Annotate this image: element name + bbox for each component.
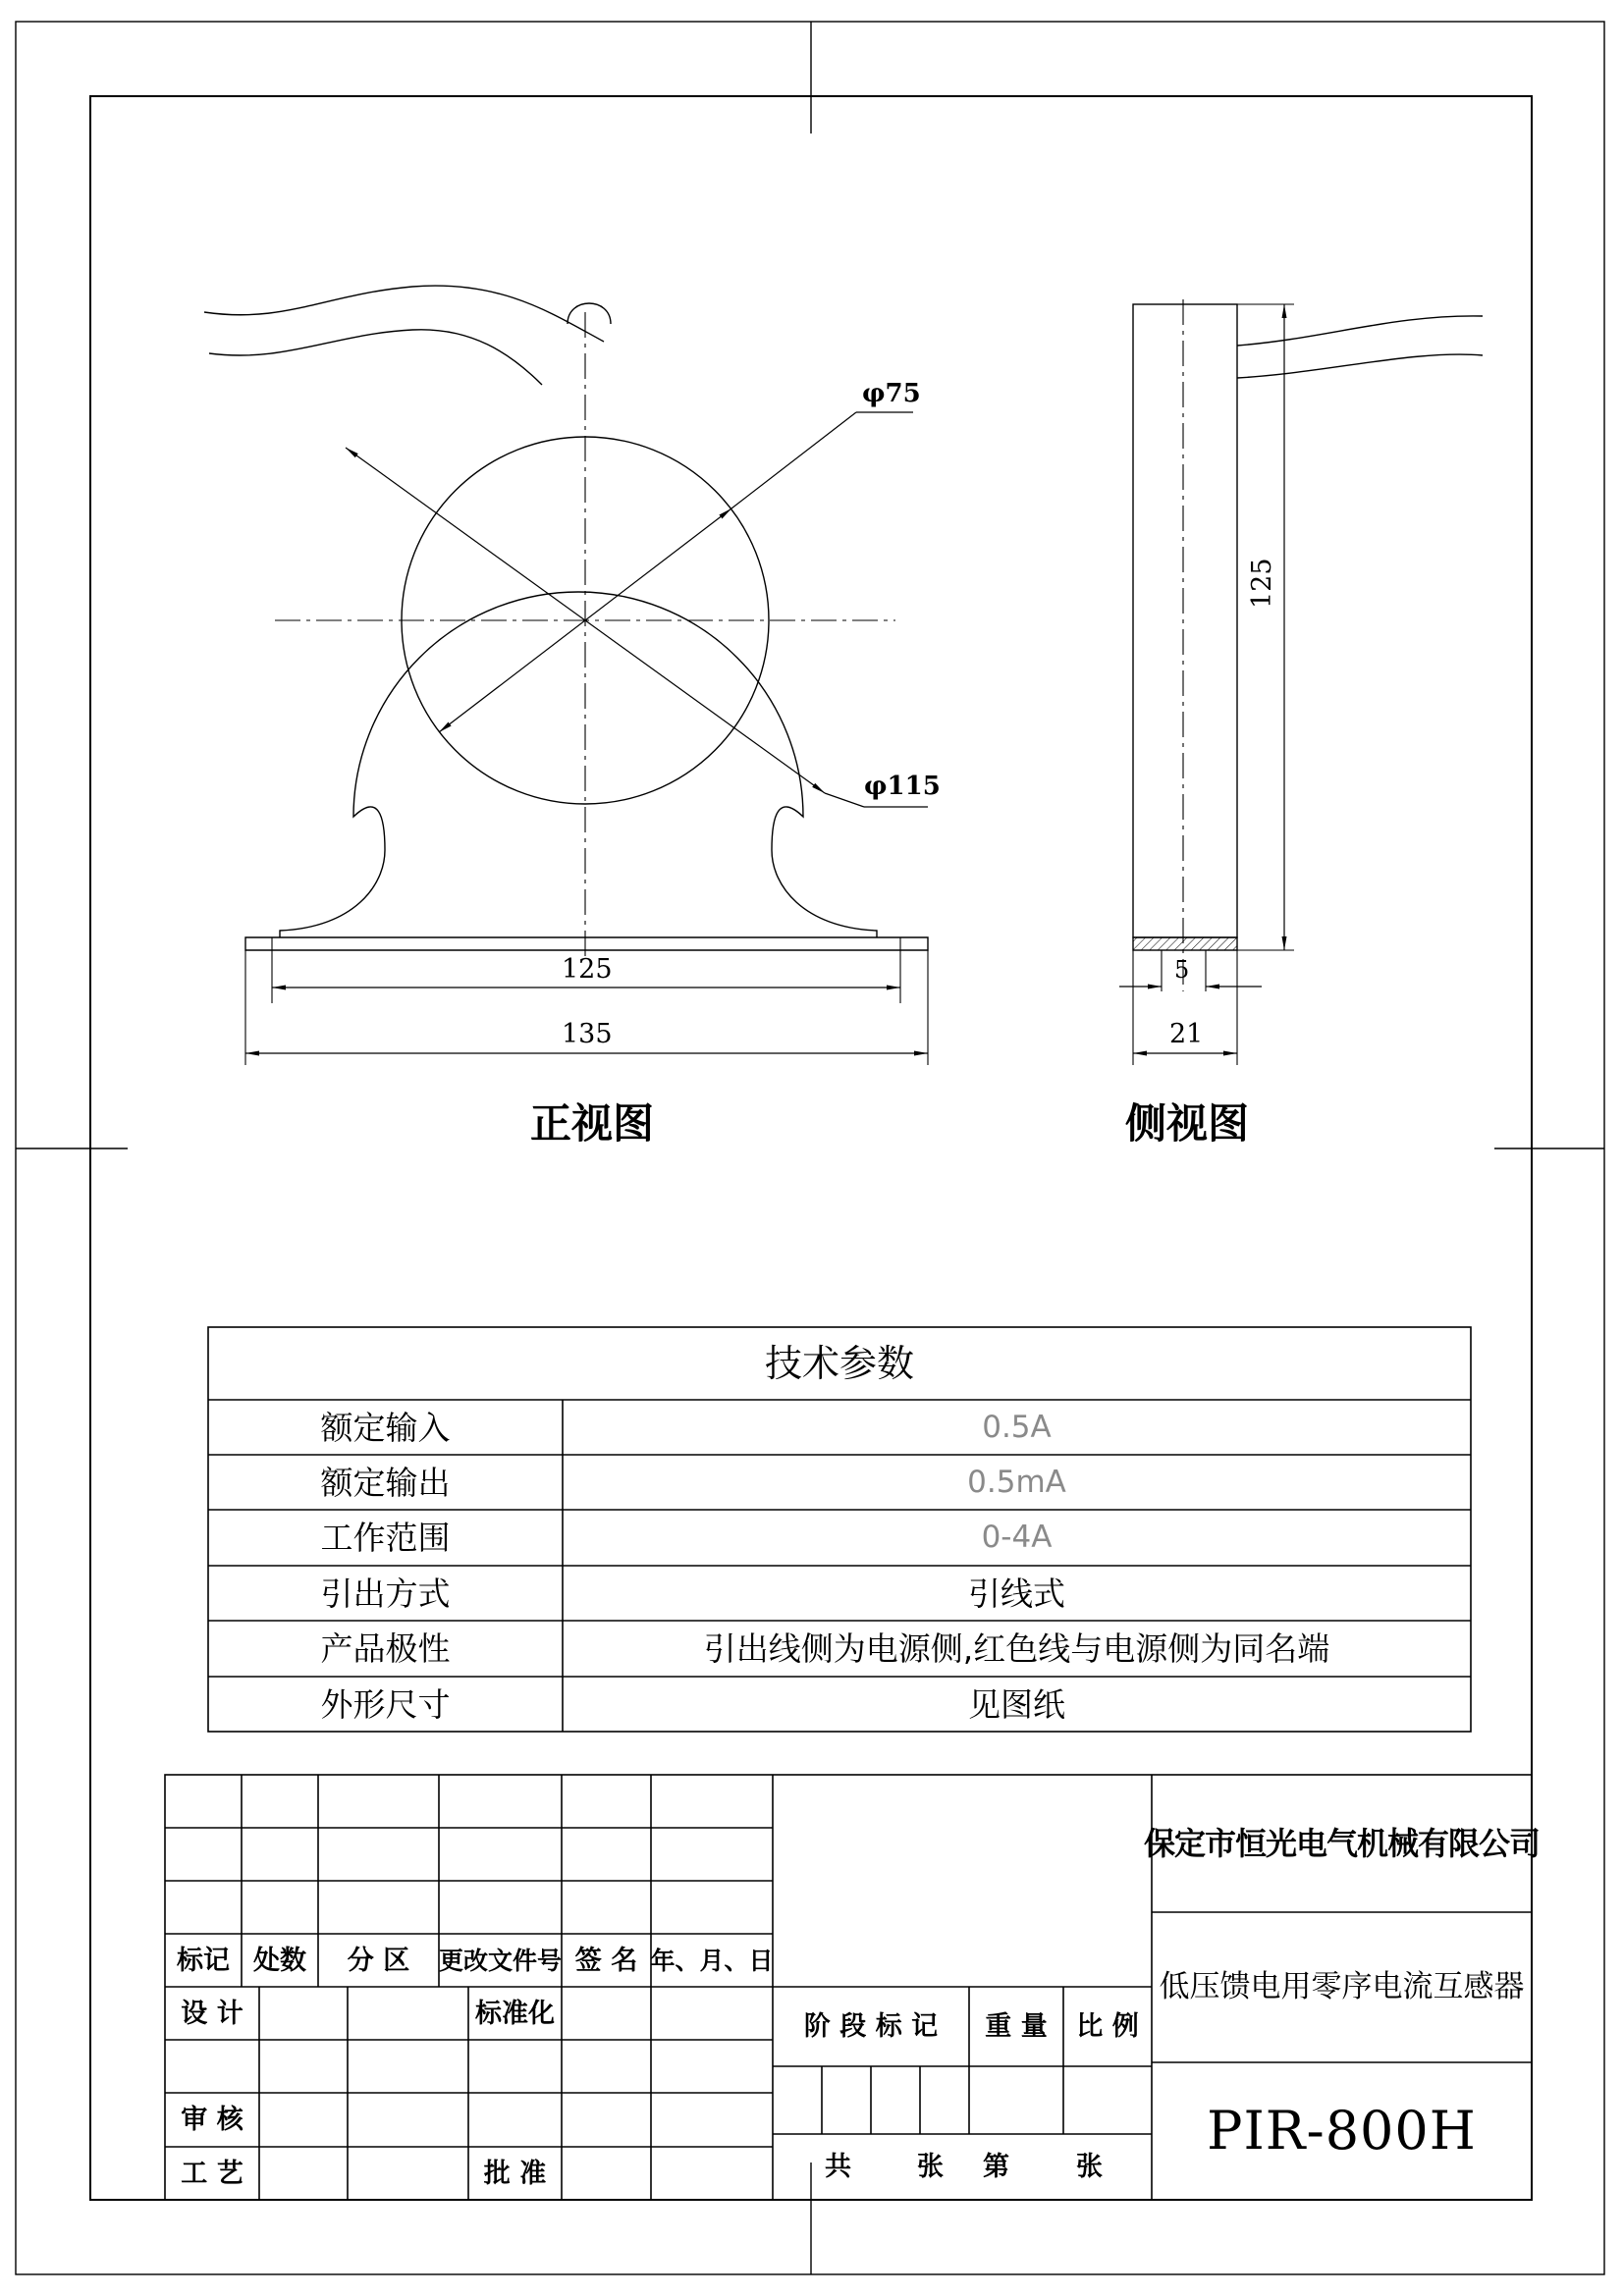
spec-row-label: 外形尺寸: [320, 1684, 451, 1724]
front-top-bump: [568, 303, 611, 324]
revision-header-change-doc: 更改文件号: [439, 1946, 563, 1975]
spec-row-label: 额定输入: [320, 1408, 451, 1447]
revision-header-mark: 标记: [177, 1945, 230, 1976]
revision-header-count: 处数: [253, 1945, 306, 1976]
dim-base-inner: 125: [562, 954, 613, 985]
spec-row-value: 引线式: [968, 1574, 1065, 1613]
weight-label: 重 量: [985, 2011, 1048, 2042]
spec-row-label: 引出方式: [320, 1574, 451, 1613]
sheet-end-label: 张: [1076, 2152, 1103, 2182]
dim-outer-diameter: φ115: [864, 772, 941, 801]
spec-row-value: 0.5A: [982, 1409, 1052, 1445]
front-base: [245, 937, 928, 950]
revision-header-date: 年、月、日: [650, 1946, 774, 1975]
side-base-hatch: [1133, 937, 1237, 950]
revision-header-zone: 分 区: [347, 1945, 410, 1976]
dim-base-outer: 135: [562, 1019, 613, 1049]
stage-mark-label: 阶 段 标 记: [803, 2011, 939, 2042]
spec-row-label: 产品极性: [320, 1629, 451, 1668]
sheet-number-label: 第: [983, 2152, 1009, 2182]
side-view: [1119, 299, 1483, 1065]
spec-table-title: 技术参数: [764, 1342, 914, 1385]
product-name: 低压馈电用零序电流互感器: [1159, 1969, 1525, 2004]
front-body-outline: [280, 592, 877, 937]
front-view: [204, 286, 928, 1065]
spec-row-label: 工作范围: [320, 1519, 451, 1557]
sheet-label: 张: [917, 2152, 944, 2182]
scale-label: 比 例: [1076, 2011, 1139, 2042]
approve-label: 批 准: [483, 2158, 547, 2189]
spec-row-label: 额定输出: [320, 1463, 451, 1502]
design-label: 设 计: [181, 1998, 243, 2029]
review-label: 审 核: [181, 2105, 243, 2135]
side-dim-width: 21: [1169, 1019, 1204, 1049]
spec-row-value: 0-4A: [981, 1520, 1053, 1555]
side-body: [1133, 304, 1237, 937]
spec-row-value: 见图纸: [968, 1684, 1065, 1724]
side-dim-height: 125: [1247, 558, 1277, 609]
side-dim-base: 5: [1174, 956, 1190, 984]
front-view-title: 正视图: [530, 1099, 655, 1148]
dim-inner-diameter: φ75: [862, 379, 921, 408]
front-lead-wire-2: [209, 330, 542, 385]
side-lead-wire: [1237, 316, 1483, 346]
standardization-label: 标准化: [475, 1998, 555, 2029]
model-number: PIR-800H: [1207, 2100, 1477, 2162]
sheet-total-label: 共: [825, 2152, 851, 2182]
process-label: 工 艺: [181, 2158, 243, 2189]
side-view-title: 侧视图: [1125, 1099, 1250, 1148]
revision-header-signature: 签 名: [574, 1945, 638, 1976]
spec-row-value: 引出线侧为电源侧,红色线与电源侧为同名端: [703, 1629, 1330, 1668]
spec-row-value: 0.5mA: [967, 1464, 1066, 1500]
side-lead-wire-2: [1237, 354, 1483, 378]
company-name: 保定市恒光电气机械有限公司: [1144, 1825, 1541, 1862]
front-lead-wire: [204, 286, 604, 342]
